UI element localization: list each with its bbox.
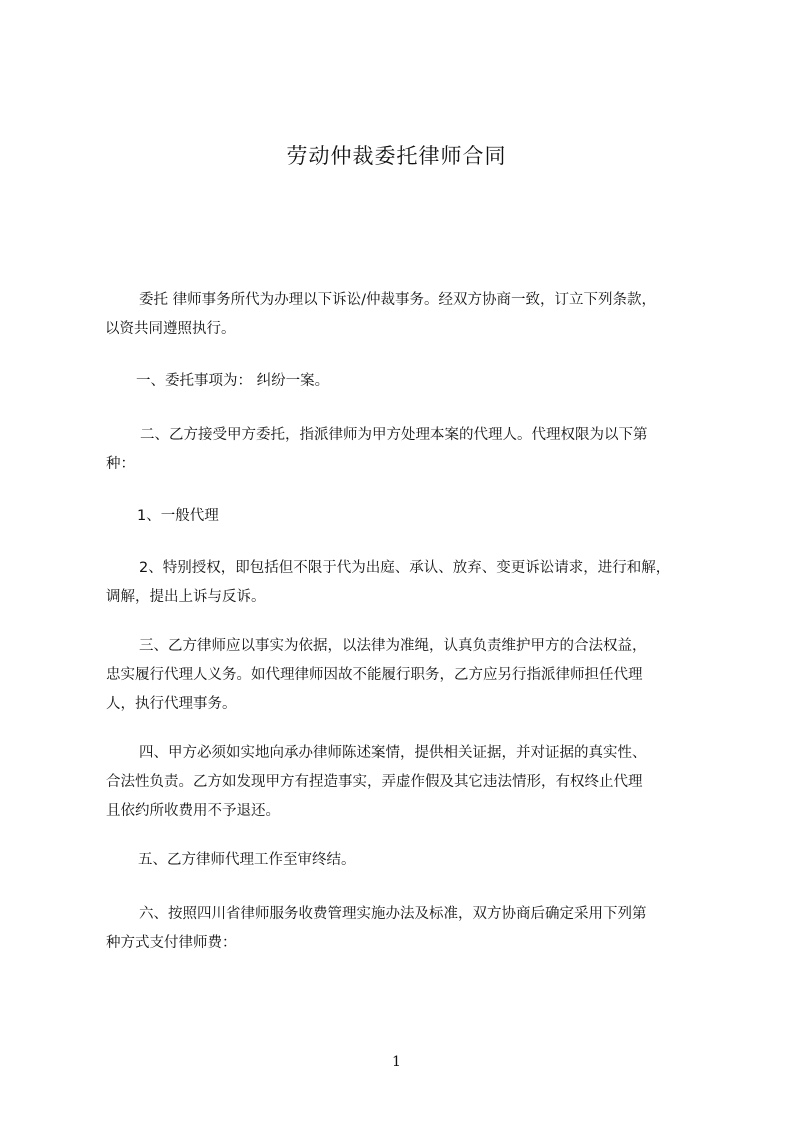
page-number: 1 <box>392 1054 401 1070</box>
clause-3-paragraph <box>106 632 647 719</box>
general-agency-paragraph <box>137 502 219 531</box>
paragraph-line: 且依约所收费用不予退还。 <box>106 803 280 819</box>
paragraph-line: 种： <box>106 456 135 472</box>
clause-2-paragraph <box>106 421 648 479</box>
intro-paragraph <box>105 286 656 344</box>
paragraph-line: 三、乙方律师应以事实为依据，以法律为准绳，认真负责维护甲方的合法权益， <box>139 638 647 654</box>
paragraph-line: 二、乙方接受甲方委托，指派律师为甲方处理本案的代理人。代理权限为以下第 <box>140 427 648 443</box>
paragraph-line: 六、按照四川省律师服务收费管理实施办法及标准，双方协商后确定采用下列第 <box>139 906 647 922</box>
paragraph-line: 忠实履行代理人义务。如代理律师因故不能履行职务，乙方应另行指派律师担任代理 <box>106 667 643 683</box>
paragraph-line: 五、乙方律师代理工作至审终结。 <box>138 852 356 868</box>
special-authorization-paragraph <box>106 554 670 612</box>
paragraph-line: 一、委托事项为： 纠纷一案。 <box>136 373 330 389</box>
clause-4-paragraph <box>106 739 647 826</box>
paragraph-line: 四、甲方必须如实地向承办律师陈述案情，提供相关证据，并对证据的真实性、 <box>139 745 647 761</box>
paragraph-line: 种方式支付律师费： <box>106 935 237 951</box>
paragraph-line: 调解，提出上诉与反诉。 <box>106 589 266 605</box>
document-title: 劳动仲裁委托律师合同 <box>286 144 507 168</box>
clause-1-paragraph <box>136 367 329 396</box>
clause-6-paragraph <box>106 900 647 958</box>
paragraph-line: 人，执行代理事务。 <box>106 696 237 712</box>
paragraph-line: 以资共同遵照执行。 <box>105 321 236 337</box>
clause-5-paragraph <box>138 846 356 875</box>
paragraph-line: 2、特别授权，即包括但不限于代为出庭、承认、放弃、变更诉讼请求，进行和解， <box>139 560 671 576</box>
paragraph-line: 委托 律师事务所代为办理以下诉讼/仲裁事务。经双方协商一致，订立下列条款， <box>139 292 656 308</box>
paragraph-line: 1、一般代理 <box>137 508 219 524</box>
paragraph-line: 合法性负责。乙方如发现甲方有捏造事实，弄虚作假及其它违法情形，有权终止代理 <box>106 774 643 790</box>
